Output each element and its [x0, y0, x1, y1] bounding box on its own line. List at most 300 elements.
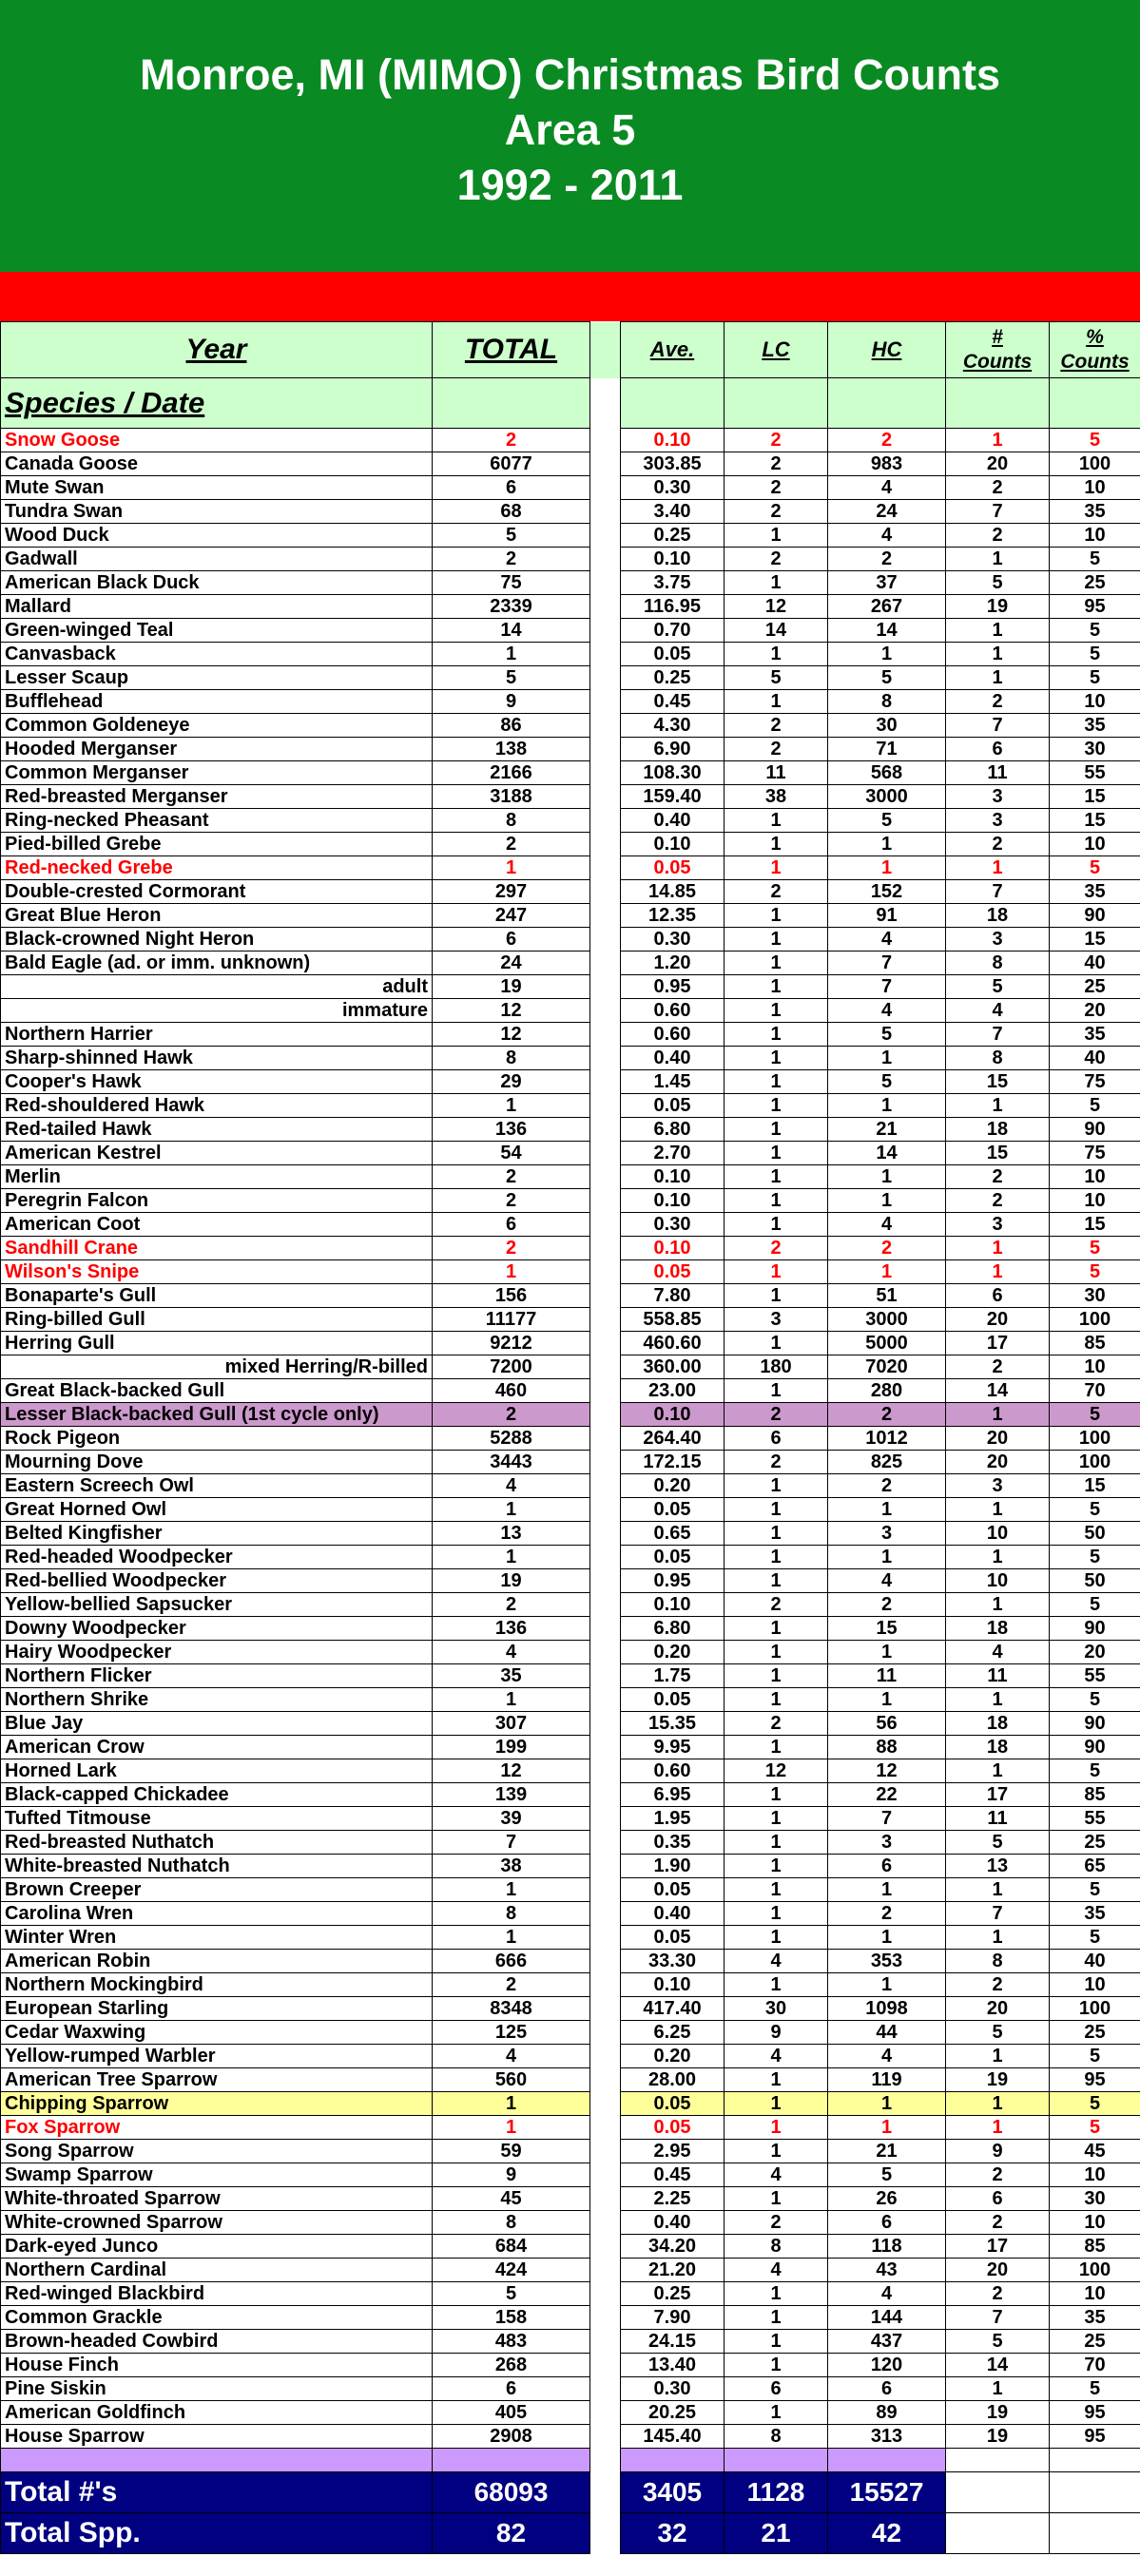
total-cell: 1: [433, 1260, 590, 1284]
lc-cell: 4: [725, 2259, 828, 2282]
table-row: [1, 2092, 1140, 2116]
count-number-cell: 2: [946, 1355, 1050, 1379]
total-cell: 5: [433, 666, 590, 690]
ave-cell: 0.10: [621, 1403, 725, 1427]
count-number-cell: 18: [946, 1712, 1050, 1736]
total-cell: 666: [433, 1950, 590, 1973]
lc-cell: 2: [725, 452, 828, 476]
species-name: Brown-headed Cowbird: [1, 2330, 433, 2354]
column-gap: [590, 1855, 621, 1878]
lc-cell: 2: [725, 548, 828, 571]
column-gap: [590, 690, 621, 714]
column-gap: [590, 1783, 621, 1807]
column-gap: [590, 619, 621, 643]
species-name: Chipping Sparrow: [1, 2092, 433, 2116]
spacer-cell: [1, 2449, 433, 2472]
ave-cell: 12.35: [621, 904, 725, 928]
column-gap: [590, 1189, 621, 1213]
ave-cell: 0.60: [621, 1759, 725, 1783]
species-name: Red-bellied Woodpecker: [1, 1569, 433, 1593]
lc-cell: 1: [725, 2306, 828, 2330]
count-number-cell: 14: [946, 1379, 1050, 1403]
lc-cell: 1: [725, 1332, 828, 1355]
count-percent-cell: 35: [1050, 880, 1140, 904]
count-number-cell: 1: [946, 1546, 1050, 1569]
total-cell: 136: [433, 1617, 590, 1641]
table-row: [1, 2401, 1140, 2425]
species-name: Ring-billed Gull: [1, 1308, 433, 1332]
species-name: Mute Swan: [1, 476, 433, 500]
lc-cell: 1: [725, 833, 828, 856]
hc-cell: 6: [828, 1855, 946, 1878]
column-gap: [590, 809, 621, 833]
column-gap: [590, 1379, 621, 1403]
hc-cell: 24: [828, 500, 946, 524]
lc-cell: 1: [725, 1641, 828, 1664]
column-gap: [590, 1807, 621, 1831]
column-gap: [590, 2163, 621, 2187]
ave-cell: 303.85: [621, 452, 725, 476]
count-number-cell: 1: [946, 1403, 1050, 1427]
species-name: Double-crested Cormorant: [1, 880, 433, 904]
count-percent-cell: 15: [1050, 809, 1140, 833]
table-row: [1, 904, 1140, 928]
subheader-cell: [433, 378, 590, 429]
column-gap: [590, 2401, 621, 2425]
lc-cell: 1: [725, 1522, 828, 1546]
count-percent-cell: 10: [1050, 1355, 1140, 1379]
table-row: [1, 690, 1140, 714]
lc-cell: 2: [725, 880, 828, 904]
total-cell: 1: [433, 1688, 590, 1712]
totals-total: 82: [433, 2513, 590, 2554]
lc-cell: 1: [725, 1546, 828, 1569]
column-gap: [590, 2187, 621, 2211]
count-number-cell: 2: [946, 1189, 1050, 1213]
count-percent-cell: 55: [1050, 1664, 1140, 1688]
species-name: Carolina Wren: [1, 1902, 433, 1926]
header-count-number: [946, 322, 1050, 378]
ave-cell: 0.20: [621, 2045, 725, 2068]
count-percent-cell: 5: [1050, 1237, 1140, 1260]
count-number-cell: 6: [946, 1284, 1050, 1308]
total-cell: 68: [433, 500, 590, 524]
species-name: Downy Woodpecker: [1, 1617, 433, 1641]
hc-cell: 26: [828, 2187, 946, 2211]
count-percent-cell: 5: [1050, 548, 1140, 571]
ave-cell: 15.35: [621, 1712, 725, 1736]
hc-cell: 89: [828, 2401, 946, 2425]
column-gap: [590, 322, 621, 378]
count-percent-cell: 90: [1050, 1712, 1140, 1736]
hc-cell: 313: [828, 2425, 946, 2449]
species-name: American Black Duck: [1, 571, 433, 595]
count-number-cell: 2: [946, 2282, 1050, 2306]
count-percent-cell: 5: [1050, 2045, 1140, 2068]
lc-cell: 1: [725, 1142, 828, 1165]
column-gap: [590, 1688, 621, 1712]
column-gap: [590, 999, 621, 1023]
count-number-cell: 20: [946, 1308, 1050, 1332]
table-row: [1, 1451, 1140, 1474]
count-number-cell: 7: [946, 714, 1050, 738]
count-number-cell: 1: [946, 1260, 1050, 1284]
lc-cell: 1: [725, 1165, 828, 1189]
table-row: [1, 952, 1140, 975]
column-gap: [590, 833, 621, 856]
lc-cell: 1: [725, 2354, 828, 2377]
ave-cell: 0.05: [621, 2092, 725, 2116]
column-gap: [590, 2306, 621, 2330]
header-row: [1, 322, 1140, 378]
spacer-cell: [1050, 2449, 1140, 2472]
hc-cell: 7020: [828, 1355, 946, 1379]
column-gap: [590, 1023, 621, 1047]
table-row: [1, 1260, 1140, 1284]
lc-cell: 1: [725, 2092, 828, 2116]
hc-cell: 1: [828, 1165, 946, 1189]
count-percent-cell: 5: [1050, 1403, 1140, 1427]
count-number-cell: 5: [946, 571, 1050, 595]
ave-cell: 0.20: [621, 1641, 725, 1664]
ave-cell: 0.25: [621, 666, 725, 690]
lc-cell: 1: [725, 1926, 828, 1950]
count-number-cell: 7: [946, 1902, 1050, 1926]
count-number-cell: 2: [946, 476, 1050, 500]
count-percent-cell: 30: [1050, 738, 1140, 761]
lc-cell: 6: [725, 1427, 828, 1451]
count-percent-cell: 35: [1050, 2306, 1140, 2330]
hc-cell: 1: [828, 1641, 946, 1664]
count-number-cell: 1: [946, 1237, 1050, 1260]
count-number-cell: 3: [946, 1474, 1050, 1498]
count-number-cell: 1: [946, 1498, 1050, 1522]
table-row: [1, 928, 1140, 952]
table-row: [1, 2354, 1140, 2377]
table-row: [1, 1664, 1140, 1688]
lc-cell: 12: [725, 595, 828, 619]
species-name: Northern Harrier: [1, 1023, 433, 1047]
column-gap: [590, 1546, 621, 1569]
ave-cell: 172.15: [621, 1451, 725, 1474]
count-percent-cell: 95: [1050, 595, 1140, 619]
hc-cell: 1: [828, 2116, 946, 2140]
total-cell: 1: [433, 1926, 590, 1950]
spacer-cell: [946, 2449, 1050, 2472]
table-row: [1, 2187, 1140, 2211]
table-row: [1, 1902, 1140, 1926]
count-number-cell: 10: [946, 1522, 1050, 1546]
table-row: [1, 1427, 1140, 1451]
lc-cell: 1: [725, 1284, 828, 1308]
ave-cell: 0.05: [621, 1260, 725, 1284]
total-cell: 86: [433, 714, 590, 738]
species-name: Pine Siskin: [1, 2377, 433, 2401]
lc-cell: 4: [725, 2163, 828, 2187]
total-cell: 4: [433, 1641, 590, 1664]
total-cell: 3443: [433, 1451, 590, 1474]
totals-hc: 15527: [828, 2472, 946, 2513]
totals-ave: 32: [621, 2513, 725, 2554]
count-number-cell: 1: [946, 619, 1050, 643]
count-percent-cell: 70: [1050, 2354, 1140, 2377]
column-gap: [590, 1237, 621, 1260]
hc-cell: 3000: [828, 1308, 946, 1332]
column-gap: [590, 2425, 621, 2449]
column-gap: [590, 2330, 621, 2354]
lc-cell: 1: [725, 809, 828, 833]
table-row: [1, 975, 1140, 999]
column-gap: [590, 452, 621, 476]
table-row: [1, 999, 1140, 1023]
count-number-cell: 19: [946, 2068, 1050, 2092]
count-number-cell: 17: [946, 1783, 1050, 1807]
ave-cell: 360.00: [621, 1355, 725, 1379]
table-row: [1, 619, 1140, 643]
count-number-cell: 2: [946, 524, 1050, 548]
count-percent-cell: 100: [1050, 1997, 1140, 2021]
hc-cell: 88: [828, 1736, 946, 1759]
hc-cell: 1: [828, 1498, 946, 1522]
count-number-cell: 18: [946, 1118, 1050, 1142]
species-name: Yellow-rumped Warbler: [1, 2045, 433, 2068]
column-gap: [590, 1831, 621, 1855]
lc-cell: 2: [725, 2211, 828, 2235]
table-row: [1, 1355, 1140, 1379]
species-name: American Goldfinch: [1, 2401, 433, 2425]
totals-lc: 1128: [725, 2472, 828, 2513]
column-gap: [590, 1593, 621, 1617]
ave-cell: 0.05: [621, 1878, 725, 1902]
count-percent-cell: 10: [1050, 1165, 1140, 1189]
count-percent-cell: 15: [1050, 785, 1140, 809]
lc-cell: 14: [725, 619, 828, 643]
species-name: Dark-eyed Junco: [1, 2235, 433, 2259]
count-number-cell: 18: [946, 904, 1050, 928]
column-gap: [590, 643, 621, 666]
hc-cell: 4: [828, 524, 946, 548]
total-cell: 9212: [433, 1332, 590, 1355]
total-cell: 125: [433, 2021, 590, 2045]
header-lc: LC: [725, 322, 828, 378]
count-number-cell: 3: [946, 928, 1050, 952]
count-percent-cell: 10: [1050, 2282, 1140, 2306]
table-row: [1, 500, 1140, 524]
hc-cell: 56: [828, 1712, 946, 1736]
total-cell: 8: [433, 809, 590, 833]
lc-cell: 1: [725, 2401, 828, 2425]
ave-cell: 460.60: [621, 1332, 725, 1355]
ave-cell: 0.40: [621, 809, 725, 833]
count-number-cell: 1: [946, 1094, 1050, 1118]
count-number-cell: 1: [946, 2092, 1050, 2116]
count-percent-cell: 50: [1050, 1522, 1140, 1546]
total-cell: 684: [433, 2235, 590, 2259]
count-number-cell: 1: [946, 1688, 1050, 1712]
lc-cell: 1: [725, 856, 828, 880]
hc-cell: 7: [828, 975, 946, 999]
count-number-cell: 6: [946, 2187, 1050, 2211]
total-cell: 405: [433, 2401, 590, 2425]
species-name: adult: [1, 975, 433, 999]
header-year: Year: [1, 322, 433, 378]
count-percent-cell: 25: [1050, 1831, 1140, 1855]
hc-cell: 1098: [828, 1997, 946, 2021]
species-name: Belted Kingfisher: [1, 1522, 433, 1546]
column-gap: [590, 2259, 621, 2282]
species-name: immature: [1, 999, 433, 1023]
table-row: [1, 1973, 1140, 1997]
column-gap: [590, 1878, 621, 1902]
count-percent-cell: 35: [1050, 714, 1140, 738]
total-cell: 2339: [433, 595, 590, 619]
header-count-number-label: Counts: [962, 351, 1033, 373]
total-cell: 2: [433, 1237, 590, 1260]
column-gap: [590, 1094, 621, 1118]
ave-cell: 159.40: [621, 785, 725, 809]
lc-cell: 1: [725, 1047, 828, 1070]
total-cell: 1: [433, 1878, 590, 1902]
hc-cell: 118: [828, 2235, 946, 2259]
hc-cell: 3: [828, 1522, 946, 1546]
species-name: Black-crowned Night Heron: [1, 928, 433, 952]
hc-cell: 1: [828, 1094, 946, 1118]
count-number-cell: 2: [946, 2163, 1050, 2187]
column-gap: [590, 500, 621, 524]
column-gap: [590, 2092, 621, 2116]
count-percent-cell: 55: [1050, 1807, 1140, 1831]
table-row: [1, 2306, 1140, 2330]
table-row: [1, 595, 1140, 619]
ave-cell: 0.95: [621, 1569, 725, 1593]
total-cell: 39: [433, 1807, 590, 1831]
count-percent-cell: 10: [1050, 833, 1140, 856]
table-row: [1, 1070, 1140, 1094]
total-cell: 307: [433, 1712, 590, 1736]
column-gap: [590, 1902, 621, 1926]
hc-cell: 2: [828, 429, 946, 452]
ave-cell: 1.45: [621, 1070, 725, 1094]
ave-cell: 0.30: [621, 2377, 725, 2401]
count-number-cell: 5: [946, 975, 1050, 999]
ave-cell: 0.05: [621, 1926, 725, 1950]
count-number-cell: 1: [946, 429, 1050, 452]
count-number-cell: 1: [946, 1759, 1050, 1783]
column-gap: [590, 1950, 621, 1973]
table-row: [1, 1569, 1140, 1593]
column-gap: [590, 1498, 621, 1522]
ave-cell: 0.60: [621, 999, 725, 1023]
count-percent-cell: 100: [1050, 1451, 1140, 1474]
table-row: [1, 1926, 1140, 1950]
total-cell: 139: [433, 1783, 590, 1807]
table-row: [1, 2235, 1140, 2259]
subheader-cell: [1050, 378, 1140, 429]
count-percent-cell: 55: [1050, 761, 1140, 785]
count-number-cell: 1: [946, 1593, 1050, 1617]
column-gap: [590, 1569, 621, 1593]
column-gap: [590, 738, 621, 761]
count-number-cell: 2: [946, 690, 1050, 714]
column-gap: [590, 904, 621, 928]
hc-cell: 1: [828, 856, 946, 880]
lc-cell: 12: [725, 1759, 828, 1783]
ave-cell: 0.05: [621, 856, 725, 880]
species-name: Northern Flicker: [1, 1664, 433, 1688]
count-number-cell: 2: [946, 2211, 1050, 2235]
hc-cell: 1: [828, 2092, 946, 2116]
count-percent-cell: 10: [1050, 2163, 1140, 2187]
table-row: [1, 1641, 1140, 1664]
count-percent-cell: 90: [1050, 904, 1140, 928]
lc-cell: 1: [725, 1023, 828, 1047]
species-name: Cooper's Hawk: [1, 1070, 433, 1094]
hc-cell: 353: [828, 1950, 946, 1973]
count-number-cell: 1: [946, 1926, 1050, 1950]
hc-cell: 825: [828, 1451, 946, 1474]
table-row: [1, 1593, 1140, 1617]
hc-cell: 5: [828, 1023, 946, 1047]
hc-cell: 1: [828, 643, 946, 666]
count-number-cell: 4: [946, 999, 1050, 1023]
total-cell: 12: [433, 1023, 590, 1047]
column-gap: [590, 1736, 621, 1759]
count-percent-cell: 15: [1050, 1213, 1140, 1237]
species-name: Bald Eagle (ad. or imm. unknown): [1, 952, 433, 975]
lc-cell: 1: [725, 524, 828, 548]
column-gap: [590, 1403, 621, 1427]
hc-cell: 14: [828, 619, 946, 643]
ave-cell: 34.20: [621, 2235, 725, 2259]
column-gap: [590, 1308, 621, 1332]
count-percent-cell: 10: [1050, 1189, 1140, 1213]
ave-cell: 0.40: [621, 1902, 725, 1926]
lc-cell: 1: [725, 1189, 828, 1213]
column-gap: [590, 1332, 621, 1355]
hc-cell: 4: [828, 928, 946, 952]
column-gap: [590, 476, 621, 500]
hc-cell: 7: [828, 1807, 946, 1831]
total-cell: 35: [433, 1664, 590, 1688]
total-cell: 7200: [433, 1355, 590, 1379]
count-percent-cell: 75: [1050, 1070, 1140, 1094]
totals-blank: [1050, 2472, 1140, 2513]
lc-cell: 1: [725, 1379, 828, 1403]
table-row: [1, 1522, 1140, 1546]
lc-cell: 1: [725, 1569, 828, 1593]
species-name: Green-winged Teal: [1, 619, 433, 643]
table-row: [1, 1308, 1140, 1332]
hc-cell: 2: [828, 1474, 946, 1498]
total-cell: 59: [433, 2140, 590, 2163]
hc-cell: 437: [828, 2330, 946, 2354]
species-name: American Tree Sparrow: [1, 2068, 433, 2092]
table-row: [1, 1831, 1140, 1855]
count-number-cell: 15: [946, 1142, 1050, 1165]
hc-cell: 37: [828, 571, 946, 595]
total-cell: 2: [433, 1165, 590, 1189]
table-row: [1, 666, 1140, 690]
count-number-cell: 2: [946, 1973, 1050, 1997]
count-percent-cell: 20: [1050, 999, 1140, 1023]
header-ave: Ave.: [621, 322, 725, 378]
total-cell: 247: [433, 904, 590, 928]
lc-cell: 2: [725, 1593, 828, 1617]
count-percent-cell: 5: [1050, 1498, 1140, 1522]
count-percent-cell: 90: [1050, 1617, 1140, 1641]
column-gap: [590, 2377, 621, 2401]
table-row: [1, 1617, 1140, 1641]
